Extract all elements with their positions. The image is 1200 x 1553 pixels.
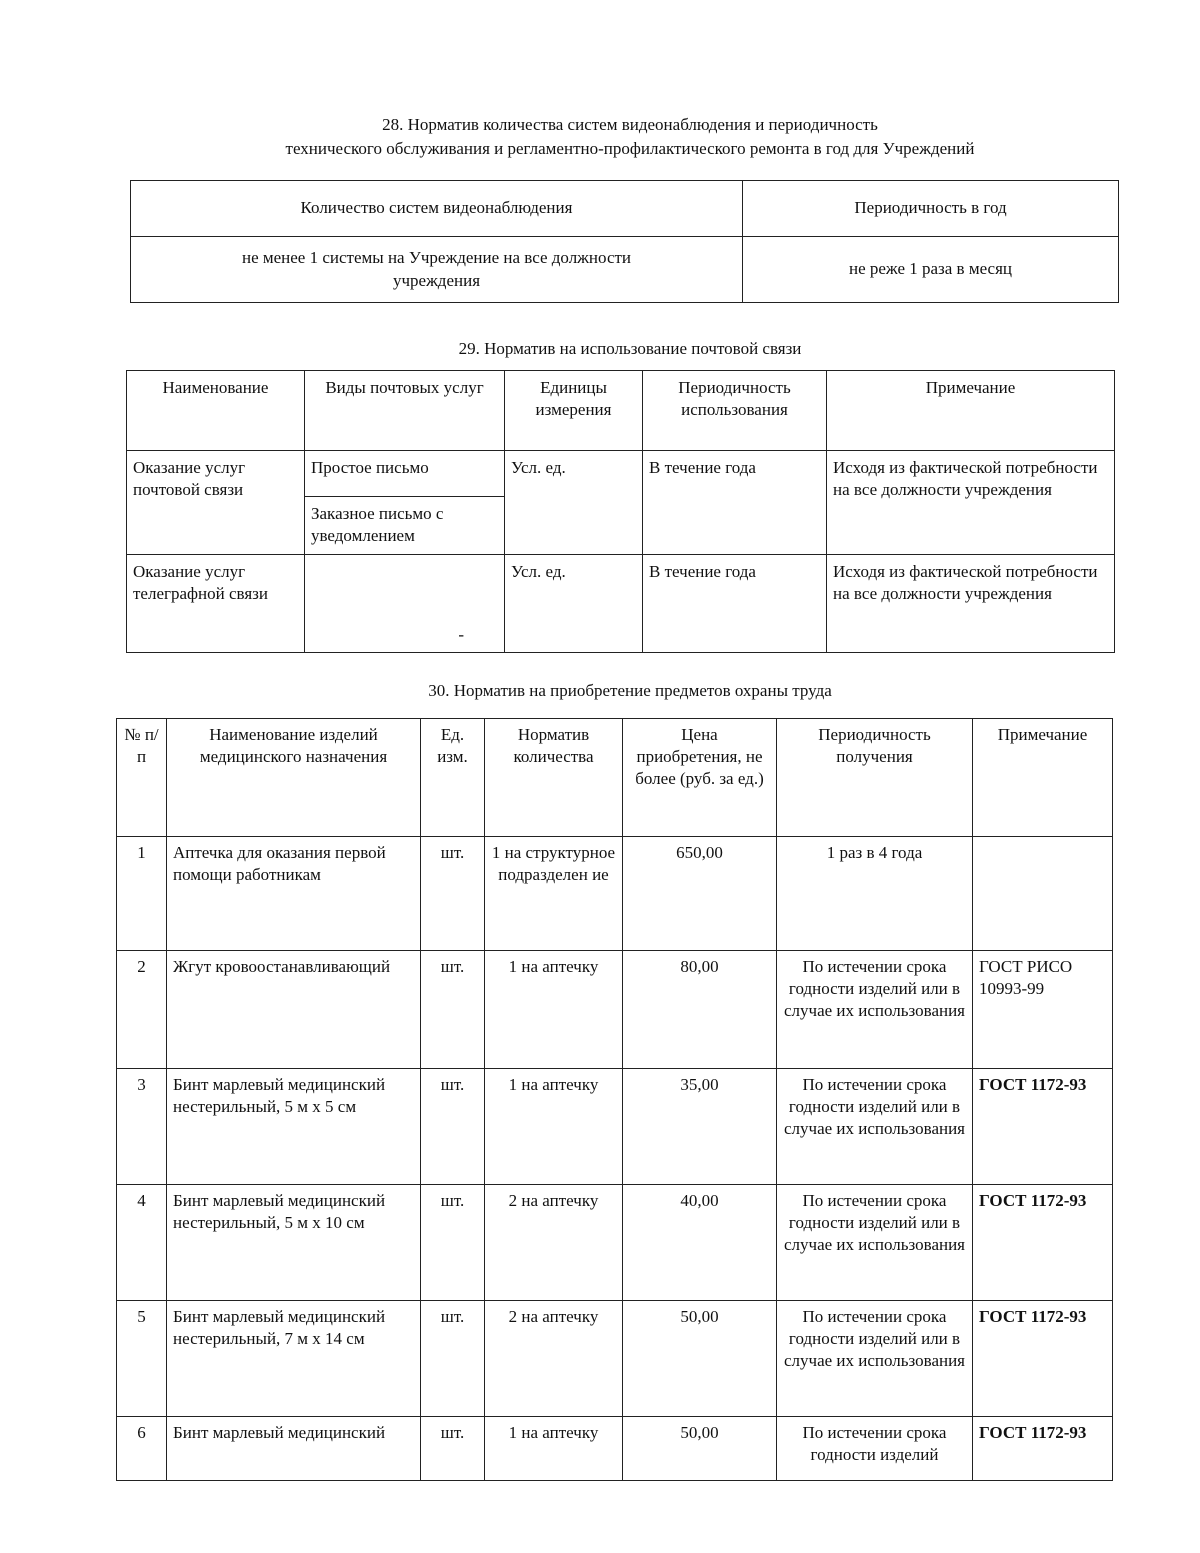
table-cell: 2: [117, 951, 167, 1069]
table-cell: 1: [117, 837, 167, 951]
table-cell: ГОСТ РИСО 10993-99: [973, 951, 1113, 1069]
table-cell: шт.: [421, 1185, 485, 1301]
table-cell: В течение года: [643, 555, 827, 653]
header-cell: Наименование: [127, 371, 305, 451]
table-row: [117, 1185, 1113, 1301]
table-cell: Аптечка для оказания первой помощи работникам: [167, 837, 421, 951]
table-cell: -: [305, 555, 505, 653]
header-cell: Примечание: [827, 371, 1115, 451]
table-cell: шт.: [421, 1417, 485, 1481]
video-surveillance-table: [130, 180, 1119, 303]
table-cell: ГОСТ 1172-93: [973, 1185, 1113, 1301]
table-cell: не реже 1 раза в месяц: [743, 237, 1119, 303]
table-cell: не менее 1 системы на Учреждение на все должности учреждения: [131, 237, 743, 303]
table-row: [117, 1069, 1113, 1185]
table-cell: ГОСТ 1172-93: [973, 1069, 1113, 1185]
table-cell: Оказание услуг почтовой связи: [127, 451, 305, 555]
table-cell: Жгут кровоостанавливающий: [167, 951, 421, 1069]
table-row: [117, 1301, 1113, 1417]
table-cell: 1 на аптечку: [485, 951, 623, 1069]
table-cell: Усл. ед.: [505, 555, 643, 653]
table-cell: шт.: [421, 1301, 485, 1417]
table-cell: шт.: [421, 951, 485, 1069]
table-cell: В течение года: [643, 451, 827, 555]
table-cell: 2 на аптечку: [485, 1301, 623, 1417]
section-29-title: 29. Норматив на использование почтовой связи: [458, 339, 802, 358]
table-cell: 1 на структурное подразделен ие: [485, 837, 623, 951]
table-cell: 3: [117, 1069, 167, 1185]
header-cell: Примечание: [973, 719, 1113, 837]
header-cell: Норматив количества: [485, 719, 623, 837]
table-cell: 50,00: [623, 1301, 777, 1417]
table-cell: Бинт марлевый медицинский нестерильный, 5 м х 5 см: [167, 1069, 421, 1185]
table-cell: 2 на аптечку: [485, 1185, 623, 1301]
table-cell: 80,00: [623, 951, 777, 1069]
header-cell: Единицы измерения: [505, 371, 643, 451]
header-cell: Количество систем видеонаблюдения: [131, 181, 743, 237]
header-cell: № п/п: [117, 719, 167, 837]
table-cell: Оказание услуг телеграфной связи: [127, 555, 305, 653]
table-cell: шт.: [421, 1069, 485, 1185]
postal-services-table: [126, 370, 1115, 653]
table-cell: шт.: [421, 837, 485, 951]
section-28-title: [130, 114, 1130, 160]
section-28-title-line2: технического обслуживания и регламентно-профилактического ремонта в год для Учреждений: [285, 139, 975, 159]
table-cell: Усл. ед.: [505, 451, 643, 555]
table-cell: 650,00: [623, 837, 777, 951]
header-cell: Периодичность использования: [643, 371, 827, 451]
table-cell: Исходя из фактической потребности на все должности учреждения: [827, 451, 1115, 555]
table-cell: По истечении срока годности изделий: [777, 1417, 973, 1481]
table-cell: Исходя из фактической потребности на все должности учреждения: [827, 555, 1115, 653]
table-cell: 40,00: [623, 1185, 777, 1301]
section-30-title: 30. Норматив на приобретение предметов охраны труда: [428, 681, 832, 700]
table-cell: Простое письмо: [305, 451, 505, 497]
table-cell: 35,00: [623, 1069, 777, 1185]
table-cell: Бинт марлевый медицинский нестерильный, 5 м х 10 см: [167, 1185, 421, 1301]
header-cell: Ед. изм.: [421, 719, 485, 837]
table-cell: ГОСТ 1172-93: [973, 1417, 1113, 1481]
table-row: [117, 837, 1113, 951]
table-row: [117, 951, 1113, 1069]
table-cell: По истечении срока годности изделий или в случае их использования: [777, 1185, 973, 1301]
header-cell: Периодичность в год: [743, 181, 1119, 237]
labor-safety-table: [116, 718, 1113, 1481]
header-cell: Виды почтовых услуг: [305, 371, 505, 451]
table-cell: 6: [117, 1417, 167, 1481]
table-cell: 5: [117, 1301, 167, 1417]
table-row: [117, 1417, 1113, 1481]
header-cell: Цена приобретения, не более (руб. за ед.): [623, 719, 777, 837]
header-cell: Наименование изделий медицинского назначения: [167, 719, 421, 837]
table-cell: Бинт марлевый медицинский нестерильный, 7 м х 14 см: [167, 1301, 421, 1417]
table-cell: 50,00: [623, 1417, 777, 1481]
table-cell: [973, 837, 1113, 951]
table-cell: Бинт марлевый медицинский: [167, 1417, 421, 1481]
table-cell: По истечении срока годности изделий или в случае их использования: [777, 1301, 973, 1417]
table-cell: 1 на аптечку: [485, 1417, 623, 1481]
table-cell: По истечении срока годности изделий или в случае их использования: [777, 951, 973, 1069]
table-cell: ГОСТ 1172-93: [973, 1301, 1113, 1417]
table-cell: 1 на аптечку: [485, 1069, 623, 1185]
header-cell: Периодичность получения: [777, 719, 973, 837]
table-cell: 4: [117, 1185, 167, 1301]
table-cell: 1 раз в 4 года: [777, 837, 973, 951]
table-cell: Заказное письмо с уведомлением: [305, 497, 505, 555]
section-28-title-line1: 28. Норматив количества систем видеонаблюдения и периодичность: [382, 115, 878, 134]
table-cell: По истечении срока годности изделий или в случае их использования: [777, 1069, 973, 1185]
